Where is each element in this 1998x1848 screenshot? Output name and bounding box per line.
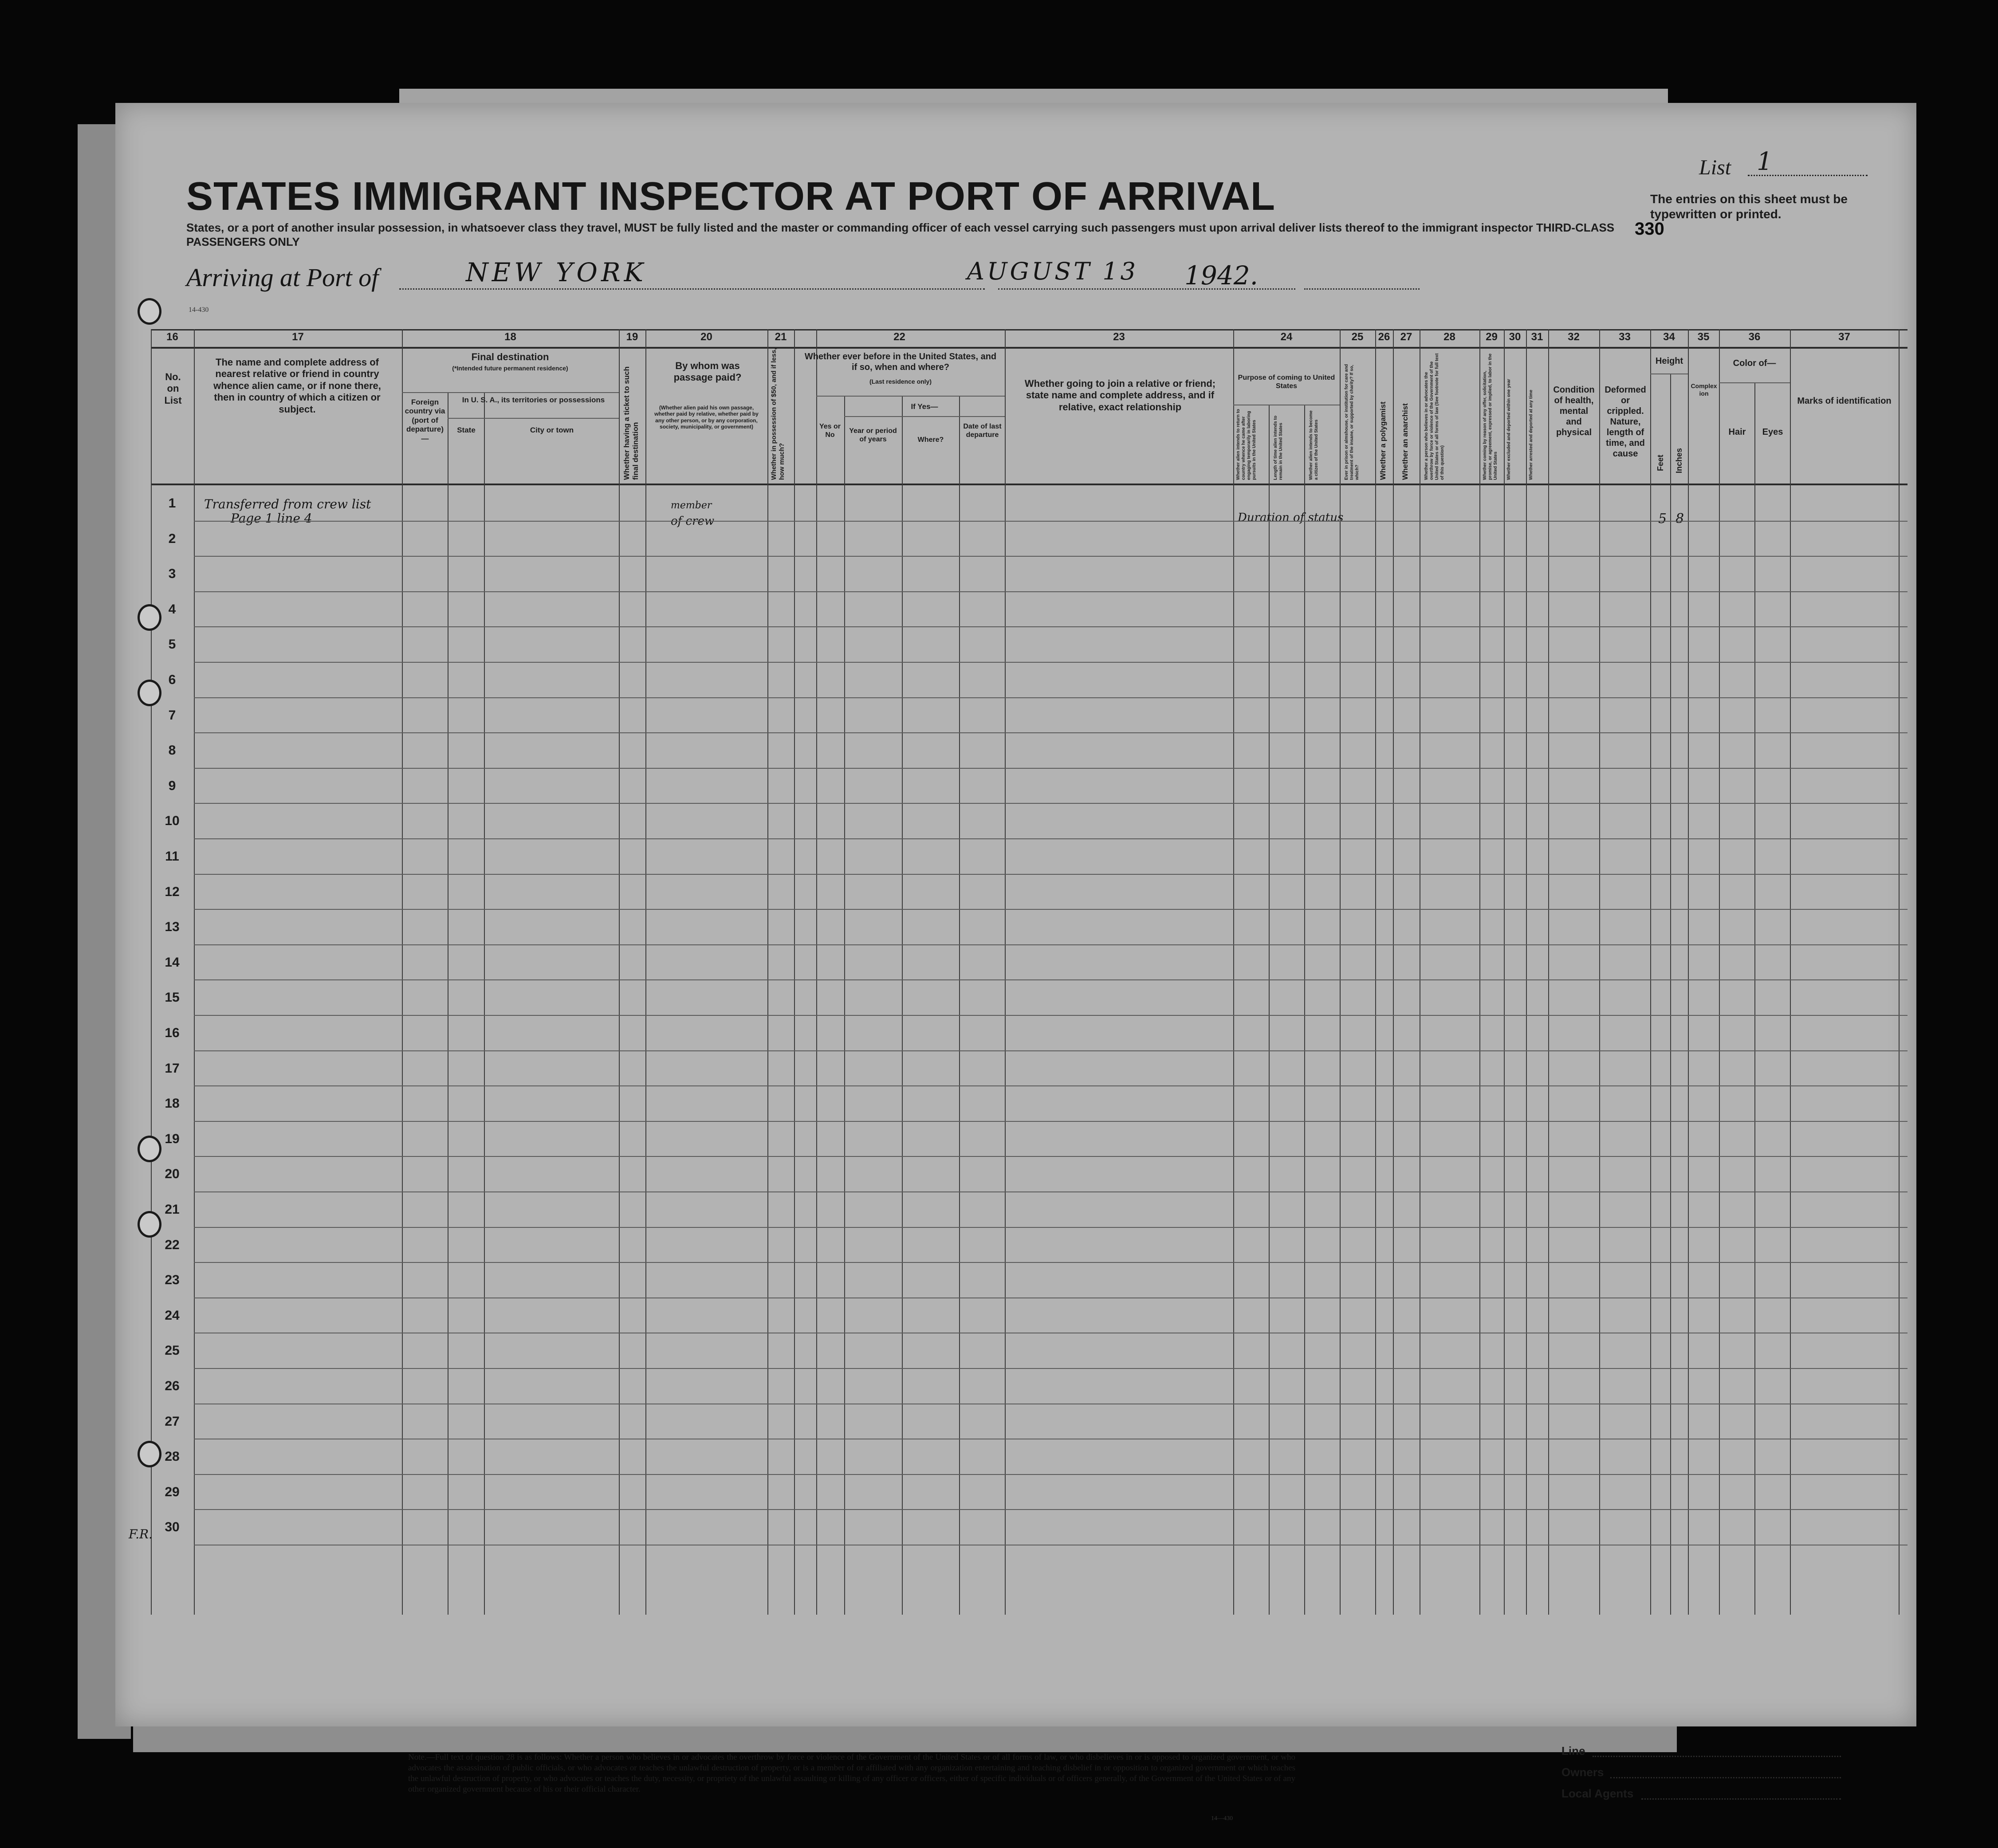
column-number: 29 — [1486, 331, 1498, 343]
col-line — [1688, 329, 1689, 1615]
header-foreign-country: Foreign country via (port of departure)— — [405, 398, 445, 443]
col-line — [1479, 329, 1480, 1615]
col-line — [1599, 329, 1600, 1615]
year-handwritten: 1942. — [1184, 260, 1259, 291]
col-line — [1526, 329, 1527, 1615]
col-line — [619, 329, 620, 1615]
header-date-last-departure: Date of last departure — [963, 423, 1002, 439]
row-number: 13 — [165, 920, 180, 935]
column-number: 20 — [700, 331, 712, 343]
row-number: 9 — [168, 778, 176, 793]
owners-field — [1610, 1777, 1841, 1778]
row-number: 8 — [168, 743, 176, 758]
col-line — [902, 396, 903, 1615]
subheader-line — [402, 392, 619, 393]
row-line — [194, 732, 1908, 733]
column-number-border — [151, 347, 1908, 349]
col-line — [1504, 329, 1505, 1615]
margin-mark: F.R. — [129, 1527, 153, 1541]
row-number: 16 — [165, 1026, 180, 1040]
header-nearest-relative: The name and complete address of nearest relative or friend in country whence alien came, or if none there, then in country of which a citizen or subject. — [213, 357, 381, 415]
row-number: 10 — [165, 814, 180, 829]
header-year-period: Year or period of years — [849, 427, 897, 444]
header-color-of: Color of— — [1733, 358, 1776, 368]
header-inches: Inches — [1675, 448, 1683, 473]
form-number-bottom: 14—430 — [1211, 1815, 1233, 1822]
port-handwritten: NEW YORK — [466, 257, 647, 287]
subheader-line — [844, 416, 1005, 417]
row-line — [194, 979, 1908, 980]
entry-row1-relative-line2: Page 1 line 4 — [231, 511, 312, 526]
row-number: 17 — [165, 1061, 180, 1076]
footnote-question-28: Note.—Full text of question 28 is as follows: Whether a person who believes in or advocates the overthrow by force or violence of the Government of the United States or of all forms of law, or who disbelieves in or is opposed to organized government, or who advocates the assassination of public officials, or who advocates or teaches the unlawful destruction of property, or is a member of or affiliated with any organization entertaining and teaching disbelief in or opposition to organized government or which teaches the unlawful destruction of property, or who advocates or teaches the duty, necessity, or propriety of the unlawful assaulting or killing of any officer or officers, either of specific individuals or of officers generally, of the Government of the United States or of any other organized government because of his or their official character. — [408, 1753, 1295, 1794]
column-number: 23 — [1113, 331, 1125, 343]
line-field — [1593, 1756, 1841, 1757]
header-yes-no: Yes or No — [819, 423, 841, 439]
row-line — [194, 1191, 1908, 1192]
col-line — [1233, 329, 1234, 1615]
header-in-usa: In U. S. A., its territories or possessions — [462, 396, 605, 404]
header-top-border — [151, 329, 1908, 330]
header-final-destination: Final destination — [471, 351, 549, 362]
punch-hole — [138, 298, 161, 325]
header-anarchist: Whether an anarchist — [1401, 403, 1409, 480]
header-deformed: Deformed or crippled. Nature, length of time, and cause — [1605, 385, 1646, 459]
row-number: 25 — [165, 1343, 180, 1358]
line-label: Line — [1561, 1744, 1585, 1758]
header-ticket: Whether having a ticket to such final destination — [622, 366, 640, 480]
header-complexion: Complexion — [1691, 382, 1717, 397]
col-line — [194, 329, 195, 1615]
header-possession-50: Whether in possession of $50, and if less, how much? — [770, 348, 786, 480]
row-line — [194, 1050, 1908, 1051]
punch-hole — [138, 1136, 161, 1162]
column-number: 24 — [1280, 331, 1293, 343]
row-number: 5 — [168, 637, 176, 652]
row-line — [194, 662, 1908, 663]
column-number: 35 — [1697, 331, 1710, 343]
list-number: 1 — [1757, 147, 1773, 176]
header-height: Height — [1655, 356, 1683, 366]
port-line — [399, 288, 985, 290]
row-number: 4 — [168, 602, 176, 617]
entries-note: The entries on this sheet must be typewritten or printed. — [1650, 192, 1848, 221]
row-line — [194, 768, 1908, 769]
col-line — [1304, 405, 1305, 1615]
entry-row1-relative-line1: Transferred from crew list — [204, 497, 371, 511]
header-prison: Ever in prison or almshouse, or institution for care and treatment of the insane, or supported by charity? If so, which? — [1344, 364, 1360, 480]
column-number: 22 — [893, 331, 905, 343]
header-if-yes: If Yes— — [911, 402, 938, 411]
row-line — [194, 1227, 1908, 1228]
row-line — [194, 838, 1908, 839]
column-number: 25 — [1351, 331, 1364, 343]
row-line — [194, 1474, 1908, 1475]
column-number: 31 — [1531, 331, 1543, 343]
row-line — [194, 1085, 1908, 1086]
col-line — [1790, 329, 1791, 1615]
row-number: 23 — [165, 1273, 180, 1288]
row-number: 20 — [165, 1167, 180, 1182]
punch-hole — [138, 1211, 161, 1238]
col-line — [816, 329, 817, 1615]
col-line — [1269, 405, 1270, 1615]
entry-row1-purpose: Duration of status — [1238, 511, 1344, 524]
row-number: 24 — [165, 1308, 180, 1323]
header-purpose: Purpose of coming to United States — [1238, 374, 1335, 390]
row-line — [194, 556, 1908, 557]
col-line — [1650, 329, 1651, 1615]
owners-label: Owners — [1561, 1765, 1604, 1779]
row-line — [194, 697, 1908, 698]
column-number: 16 — [166, 331, 178, 343]
row-line — [194, 591, 1908, 592]
punch-hole — [138, 604, 161, 631]
column-number: 19 — [626, 331, 638, 343]
row-number: 6 — [168, 672, 176, 687]
column-number: 36 — [1748, 331, 1761, 343]
header-bottom-border — [151, 484, 1908, 485]
row-number: 22 — [165, 1237, 180, 1252]
header-passage-paid: By whom was passage paid? — [673, 360, 742, 383]
col-line — [1375, 329, 1376, 1615]
subheader-line — [816, 396, 1005, 397]
header-passage-paid-sub: (Whether alien paid his own passage, whether paid by relative, whether paid by any other person, or by any corporation, society, municipality, or government) — [654, 405, 759, 430]
col-line — [1670, 374, 1671, 1615]
row-line — [194, 1156, 1908, 1157]
row-number: 2 — [168, 531, 176, 546]
row-number: 21 — [165, 1202, 180, 1217]
col-line — [844, 396, 845, 1615]
row-line — [194, 1121, 1908, 1122]
column-number: 37 — [1838, 331, 1850, 343]
punch-hole — [138, 1441, 161, 1467]
row-line — [194, 521, 1908, 522]
row-line — [194, 1509, 1908, 1510]
year-line — [1304, 288, 1420, 290]
local-agents-field — [1641, 1798, 1841, 1800]
header-ever-before: Whether ever before in the United States, and if so, when and where? — [804, 352, 997, 372]
header-condition-health: Condition of health, mental and physical — [1553, 385, 1595, 437]
row-number: 29 — [165, 1484, 180, 1499]
col-line — [645, 329, 646, 1615]
row-number: 18 — [165, 1096, 180, 1111]
col-line — [402, 329, 403, 1615]
col-line — [1719, 329, 1720, 1615]
punch-hole — [138, 680, 161, 706]
header-ever-before-sub: (Last residence only) — [869, 378, 932, 385]
column-number: 26 — [1378, 331, 1390, 343]
header-where: Where? — [917, 436, 944, 444]
col-line — [1899, 329, 1900, 1615]
column-number: 32 — [1568, 331, 1580, 343]
row-number: 1 — [168, 496, 176, 511]
col-line — [959, 396, 960, 1615]
row-number: 15 — [165, 990, 180, 1005]
row-number: 19 — [165, 1131, 180, 1146]
col-line — [1393, 329, 1394, 1615]
header-purpose-citizen: Whether alien intends to become a citizen of the United States — [1309, 410, 1319, 480]
entry-row1-feet: 5 — [1658, 511, 1667, 527]
col-line — [1548, 329, 1549, 1615]
row-line — [194, 874, 1908, 875]
row-line — [194, 1368, 1908, 1369]
header-eyes: Eyes — [1762, 427, 1783, 437]
date-handwritten: AUGUST 13 — [967, 257, 1139, 285]
column-number: 17 — [292, 331, 304, 343]
row-line — [194, 909, 1908, 910]
entry-row1-passage-line2: of crew — [671, 515, 715, 528]
list-label: List — [1699, 156, 1731, 179]
row-number: 27 — [165, 1414, 180, 1429]
row-number: 12 — [165, 884, 180, 899]
entry-row1-passage-line1: member — [671, 500, 712, 511]
row-number: 7 — [168, 708, 176, 723]
row-number: 14 — [165, 955, 180, 970]
row-number: 11 — [165, 849, 179, 864]
header-feet: Feet — [1656, 454, 1665, 471]
form-number-top: 14-430 — [189, 306, 209, 314]
header-arrested: Whether arrested and deported at any time — [1529, 389, 1534, 480]
header-hair: Hair — [1728, 427, 1746, 437]
row-line — [194, 803, 1908, 804]
header-city: City or town — [530, 426, 574, 434]
column-number: 33 — [1619, 331, 1631, 343]
column-number: 21 — [775, 331, 787, 343]
col-line — [767, 329, 768, 1615]
header-join-relative: Whether going to join a relative or friend; state name and complete address, and if relative, exact relationship — [1024, 378, 1216, 413]
row-number: 3 — [168, 566, 176, 582]
local-agents-label: Local Agents — [1561, 1787, 1634, 1800]
row-line — [194, 626, 1908, 627]
row-line — [194, 1015, 1908, 1016]
header-overthrow: Whether a person who believes in or advocates the overthrow by force or violence of the Government of the United States or of all forms of law (See footnote for full text of this question) — [1424, 353, 1445, 480]
row-number: 28 — [165, 1449, 180, 1464]
header-excluded: Whether excluded and deported within one year — [1506, 379, 1511, 480]
row-line — [194, 944, 1908, 945]
page-stamp: 330 — [1635, 219, 1664, 239]
col-line — [1005, 329, 1006, 1615]
col-line — [484, 392, 485, 1615]
column-number: 18 — [504, 331, 516, 343]
header-final-destination-sub: (*Intended future permanent residence) — [452, 365, 568, 372]
header-no-on-list: No. on List — [164, 371, 182, 406]
row-number: 30 — [165, 1520, 180, 1535]
header-purpose-length: Length of time alien intends to remain in the United States — [1273, 416, 1283, 480]
col-line — [794, 329, 795, 1615]
entry-row1-inches: 8 — [1675, 511, 1684, 527]
subheader-line — [448, 418, 619, 419]
column-number: 30 — [1509, 331, 1521, 343]
subheader-line — [1719, 382, 1790, 383]
header-marks: Marks of identification — [1797, 396, 1892, 406]
header-labor-offer: Whether coming by reason of any offer, solicitation, promise, or agreement, expressed or implied, to labor in the United States — [1483, 353, 1498, 480]
arriving-label: Arriving at Port of — [186, 263, 379, 292]
header-state: State — [457, 426, 476, 434]
row-number: 26 — [165, 1379, 180, 1393]
row-line — [194, 1262, 1908, 1263]
manifest-sheet — [115, 103, 1916, 1822]
header-purpose-return: Whether alien intends to return to country whence he came after engaging temporarily in laboring pursuits in the United States — [1236, 409, 1257, 480]
column-number: 34 — [1663, 331, 1675, 343]
column-number: 28 — [1443, 331, 1455, 343]
header-polygamist: Whether a polygamist — [1379, 401, 1387, 480]
col-line — [1754, 382, 1755, 1615]
document-subtitle: States, or a port of another insular possession, in whatsoever class they travel, MUST be fully listed and the master or commanding officer of each vessel carrying such passengers must upon arrival deliver lists thereof to the immigrant inspector THIRD-CLASS PASSENGERS ONLY — [186, 221, 1615, 248]
column-number: 27 — [1400, 331, 1412, 343]
document-title: STATES IMMIGRANT INSPECTOR AT PORT OF ARRIVAL — [186, 174, 1275, 219]
manifest-table — [151, 329, 1908, 1615]
